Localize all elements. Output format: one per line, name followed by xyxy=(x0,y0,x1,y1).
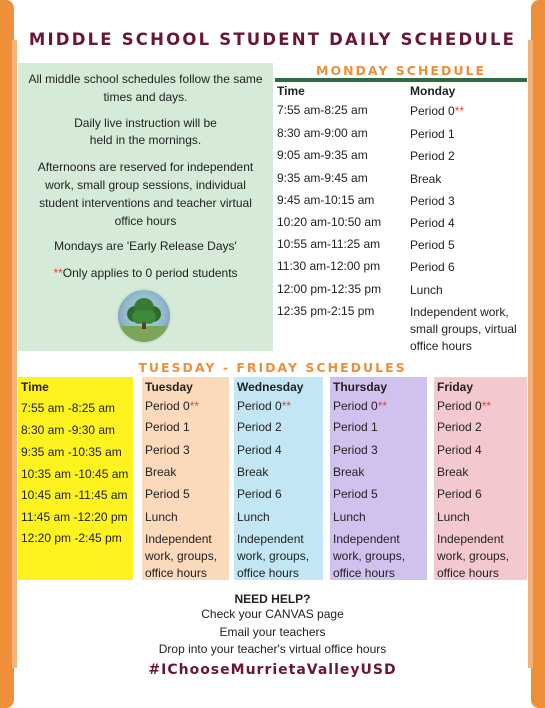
schedule-cell: Period 4 xyxy=(437,443,482,457)
schedule-cell: Period 0** xyxy=(333,399,388,413)
tuesday-header: Tuesday xyxy=(145,380,193,394)
time-cell: 12:20 pm -2:45 pm xyxy=(21,531,122,545)
info-footnote xyxy=(26,264,265,282)
monday-time: 11:30 am-12:00 pm xyxy=(277,259,381,273)
tuesday-friday-heading: TUESDAY - FRIDAY SCHEDULES xyxy=(138,360,407,375)
time-cell: 7:55 am -8:25 am xyxy=(21,401,116,415)
monday-period: Period 5 xyxy=(410,238,455,252)
monday-time: 12:00 pm-12:35 pm xyxy=(277,282,382,296)
schedule-cell: Period 6 xyxy=(237,487,282,501)
info-line-afternoons: Afternoons are reserved for independent work, small group sessions, individual student interventions and teacher virtual office hours xyxy=(37,160,254,228)
schedule-cell: Period 6 xyxy=(437,487,482,501)
time-cell: 9:35 am -10:35 am xyxy=(21,445,122,459)
schedule-cell: Lunch xyxy=(145,510,178,524)
monday-period: Independent work, small groups, virtual office hours xyxy=(410,305,517,353)
monday-time: 9:35 am-9:45 am xyxy=(277,171,368,185)
monday-time: 10:20 am-10:50 am xyxy=(277,215,382,229)
zero-period-mark: ** xyxy=(481,399,492,413)
monday-time: 12:35 pm-2:15 pm xyxy=(277,304,375,318)
schedule-cell: Period 1 xyxy=(145,420,190,434)
help-line-office-hours: Drop into your teacher's virtual office hours xyxy=(158,642,387,656)
schedule-cell: Independent work, groups, office hours xyxy=(437,532,510,580)
schedule-cell: Period 0** xyxy=(145,399,200,413)
schedule-cell: Lunch xyxy=(437,510,470,524)
monday-period: Period 4 xyxy=(410,216,455,230)
monday-schedule-heading: MONDAY SCHEDULE xyxy=(316,63,486,78)
tuesday-column xyxy=(142,377,229,580)
thursday-header: Thursday xyxy=(333,380,388,394)
schedule-cell: Break xyxy=(237,465,269,479)
monday-period: Period 2 xyxy=(410,149,455,163)
zero-period-mark: ** xyxy=(454,104,465,118)
schedule-cell: Independent work, groups, office hours xyxy=(145,532,218,580)
schedule-cell: Period 2 xyxy=(237,420,282,434)
monday-time: 8:30 am-9:00 am xyxy=(277,126,368,140)
schedule-cell: Period 0** xyxy=(237,399,292,413)
schedule-cell: Period 3 xyxy=(333,443,378,457)
monday-day-header: Monday xyxy=(410,84,456,98)
info-panel xyxy=(18,63,273,351)
monday-time: 7:55 am-8:25 am xyxy=(277,103,368,117)
monday-period: Period 6 xyxy=(410,260,455,274)
help-line-canvas: Check your CANVAS page xyxy=(201,607,344,621)
help-line-email: Email your teachers xyxy=(219,625,326,639)
time-cell: 10:35 am -10:45 am xyxy=(21,467,129,481)
schedule-cell: Break xyxy=(333,465,365,479)
schedule-cell: Period 2 xyxy=(437,420,482,434)
schedule-cell: Lunch xyxy=(237,510,270,524)
schedule-cell: Independent work, groups, office hours xyxy=(237,532,310,580)
wednesday-column xyxy=(234,377,323,580)
schedule-cell: Break xyxy=(437,465,469,479)
zero-period-mark: ** xyxy=(377,399,388,413)
info-line-mondays: Mondays are 'Early Release Days' xyxy=(54,239,237,253)
monday-period: Period 3 xyxy=(410,194,455,208)
schedule-cell: Period 3 xyxy=(145,443,190,457)
info-line-schedules: All middle school schedules follow the same times and days. xyxy=(28,72,263,104)
schedule-cell: Period 0** xyxy=(437,399,492,413)
zero-period-mark: ** xyxy=(189,399,200,413)
monday-time-header: Time xyxy=(277,84,305,98)
wednesday-header: Wednesday xyxy=(237,380,304,394)
monday-period: Lunch xyxy=(410,283,443,297)
time-column-header: Time xyxy=(21,380,49,394)
time-cell: 11:45 am -12:20 pm xyxy=(21,510,128,524)
schedule-cell: Lunch xyxy=(333,510,366,524)
monday-period: Period 0** xyxy=(410,104,465,118)
page-title: MIDDLE SCHOOL STUDENT DAILY SCHEDULE xyxy=(28,30,517,49)
help-heading: NEED HELP? xyxy=(234,592,311,606)
footnote-text: Only applies to 0 period students xyxy=(62,266,238,280)
monday-heading-bar xyxy=(275,78,527,82)
monday-time: 9:45 am-10:15 am xyxy=(277,193,375,207)
monday-time: 9:05 am-9:35 am xyxy=(277,148,368,162)
zero-period-mark: ** xyxy=(281,399,292,413)
time-cell: 8:30 am -9:30 am xyxy=(21,423,116,437)
schedule-cell: Period 1 xyxy=(333,420,378,434)
friday-header: Friday xyxy=(437,380,474,394)
schedule-cell: Independent work, groups, office hours xyxy=(333,532,406,580)
schedule-cell: Period 5 xyxy=(333,487,378,501)
thursday-column xyxy=(330,377,427,580)
hashtag: #IChooseMurrietaValleyUSD xyxy=(148,662,397,678)
tree-logo-icon xyxy=(118,290,170,342)
friday-column xyxy=(434,377,527,580)
monday-period: Period 1 xyxy=(410,127,455,141)
schedule-cell: Period 5 xyxy=(145,487,190,501)
info-line-live-instruction-a: Daily live instruction will be xyxy=(74,116,217,130)
monday-time: 10:55 am-11:25 am xyxy=(277,237,381,251)
footnote-mark: ** xyxy=(53,266,63,280)
time-cell: 10:45 am -11:45 am xyxy=(21,488,128,502)
monday-period: Break xyxy=(410,172,442,186)
schedule-cell: Period 4 xyxy=(237,443,282,457)
schedule-cell: Break xyxy=(145,465,177,479)
time-column xyxy=(18,377,133,580)
info-line-live-instruction-b: held in the mornings. xyxy=(89,133,202,147)
